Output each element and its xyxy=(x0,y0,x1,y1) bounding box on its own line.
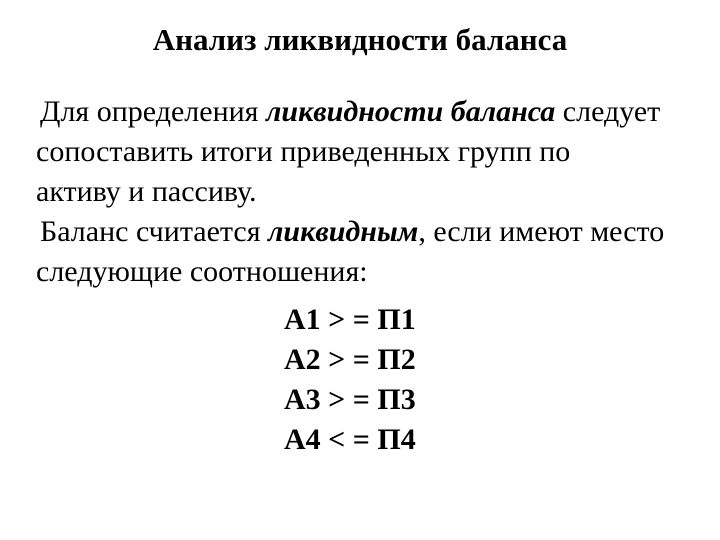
liquidity-ratios-list xyxy=(284,300,416,460)
paragraph2-line2: следующие соотношения: xyxy=(36,255,368,288)
paragraph2-line1 xyxy=(36,212,664,252)
formula-a2: А2 > = П2 xyxy=(284,343,416,376)
paragraph1-line2: сопоставить итоги приведенных групп по xyxy=(36,135,571,168)
formula-a3: А3 > = П3 xyxy=(284,383,416,416)
paragraph-comparison-instruction xyxy=(36,92,660,212)
paragraph1-line1-text-before: Для определения xyxy=(40,95,266,128)
paragraph1-keyword: ликвидности баланса xyxy=(265,95,556,128)
paragraph2-line1-text-after: , если имеют место xyxy=(418,215,665,248)
paragraph1-line1 xyxy=(36,92,660,132)
formula-a4: А4 < = П4 xyxy=(284,423,416,456)
paragraph-liquidity-condition xyxy=(36,212,664,292)
paragraph1-line1-text-after: следует xyxy=(555,95,661,128)
paragraph1-line3: активу и пассиву. xyxy=(36,175,257,208)
formula-a1: А1 > = П1 xyxy=(284,303,416,336)
paragraph2-line1-text-before: Баланс считается xyxy=(40,215,269,248)
slide-title: Анализ ликвидности баланса xyxy=(152,22,568,57)
paragraph2-keyword: ликвидным xyxy=(268,215,419,248)
